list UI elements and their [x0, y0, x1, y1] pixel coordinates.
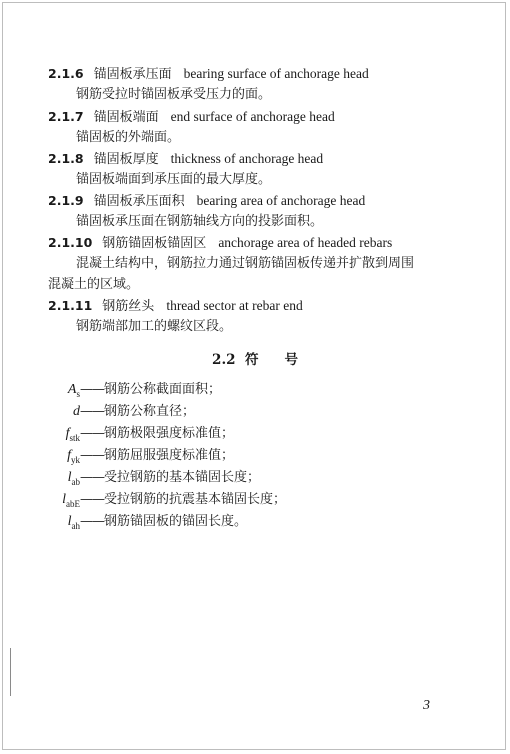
section-number: 2.2 — [212, 352, 236, 368]
term-definition: 锚固板承压面在钢筋轴线方向的投影面积。 — [76, 214, 324, 229]
term-english: bearing area of anchorage head — [196, 193, 366, 208]
term-definition: 混凝土结构中，钢筋拉力通过钢筋锚固板传递并扩散到周围 — [76, 256, 415, 271]
term-2-1-6 — [48, 66, 369, 83]
symbol-row — [40, 492, 286, 512]
symbol-dash: —— — [80, 448, 104, 463]
symbol-row — [40, 470, 260, 490]
term-definition: 钢筋端部加工的螺纹区段。 — [76, 319, 233, 334]
symbol: d — [73, 404, 80, 419]
term-chinese: 锚固板厚度 — [93, 152, 159, 167]
term-number: 2.1.11 — [48, 298, 93, 313]
term-number: 2.1.8 — [48, 151, 84, 166]
term-2-1-10 — [48, 235, 392, 252]
symbol-description: 钢筋极限强度标准值； — [104, 426, 235, 441]
term-2-1-8 — [48, 151, 323, 168]
term-2-1-9 — [48, 193, 365, 210]
symbol: $l_{ah}$ — [67, 514, 80, 531]
term-chinese: 钢筋丝头 — [102, 299, 155, 314]
term-english: bearing surface of anchorage head — [183, 66, 369, 81]
symbol-dash: —— — [80, 492, 104, 507]
symbol: $A_s$ — [67, 382, 80, 399]
symbol-description: 受拉钢筋的基本锚固长度； — [104, 470, 261, 485]
term-definition: 钢筋受拉时锚固板承受压力的面。 — [76, 87, 272, 102]
symbol-description: 钢筋锚固板的锚固长度。 — [104, 514, 248, 529]
term-definition: 锚固板的外端面。 — [76, 130, 181, 145]
term-chinese: 钢筋锚固板锚固区 — [102, 236, 207, 251]
symbol-dash: —— — [80, 382, 104, 397]
term-english: end surface of anchorage head — [170, 109, 335, 124]
scan-artifact-line — [10, 648, 11, 696]
symbol-row — [40, 514, 247, 534]
symbol-description: 钢筋公称截面面积； — [104, 382, 222, 397]
term-english: anchorage area of headed rebars — [218, 235, 393, 250]
section-title — [0, 348, 510, 368]
symbol-dash: —— — [80, 404, 104, 419]
symbol-dash: —— — [80, 514, 104, 529]
symbol-row — [40, 404, 195, 424]
symbol-dash: —— — [80, 426, 104, 441]
term-number: 2.1.10 — [48, 235, 93, 250]
term-chinese: 锚固板端面 — [93, 110, 159, 125]
term-definition-continued: 混凝土的区域。 — [48, 277, 140, 292]
symbol-row — [40, 448, 234, 468]
term-2-1-11 — [48, 298, 303, 315]
term-2-1-7 — [48, 109, 335, 126]
symbol-description: 受拉钢筋的抗震基本锚固长度； — [104, 492, 287, 507]
symbol-dash: —— — [80, 470, 104, 485]
term-english: thread sector at rebar end — [166, 298, 303, 313]
term-chinese: 锚固板承压面 — [93, 67, 172, 82]
section-title-char-1: 符 — [244, 352, 259, 368]
symbol: $l_{ab}$ — [67, 470, 80, 487]
symbol: $f_{yk}$ — [67, 448, 80, 465]
symbol: $l_{abE}$ — [62, 492, 80, 509]
symbol-row — [40, 382, 221, 402]
term-chinese: 锚固板承压面积 — [93, 194, 185, 209]
symbol: $f_{stk}$ — [65, 426, 80, 443]
term-definition: 锚固板端面到承压面的最大厚度。 — [76, 172, 272, 187]
symbol-description: 钢筋公称直径； — [104, 404, 196, 419]
section-title-char-2: 号 — [284, 352, 298, 368]
symbol-row — [40, 426, 234, 446]
page-number: 3 — [423, 698, 430, 713]
term-number: 2.1.6 — [48, 66, 84, 81]
symbol-description: 钢筋屈服强度标准值； — [104, 448, 235, 463]
term-number: 2.1.7 — [48, 109, 84, 124]
term-number: 2.1.9 — [48, 193, 84, 208]
term-english: thickness of anchorage head — [170, 151, 324, 166]
